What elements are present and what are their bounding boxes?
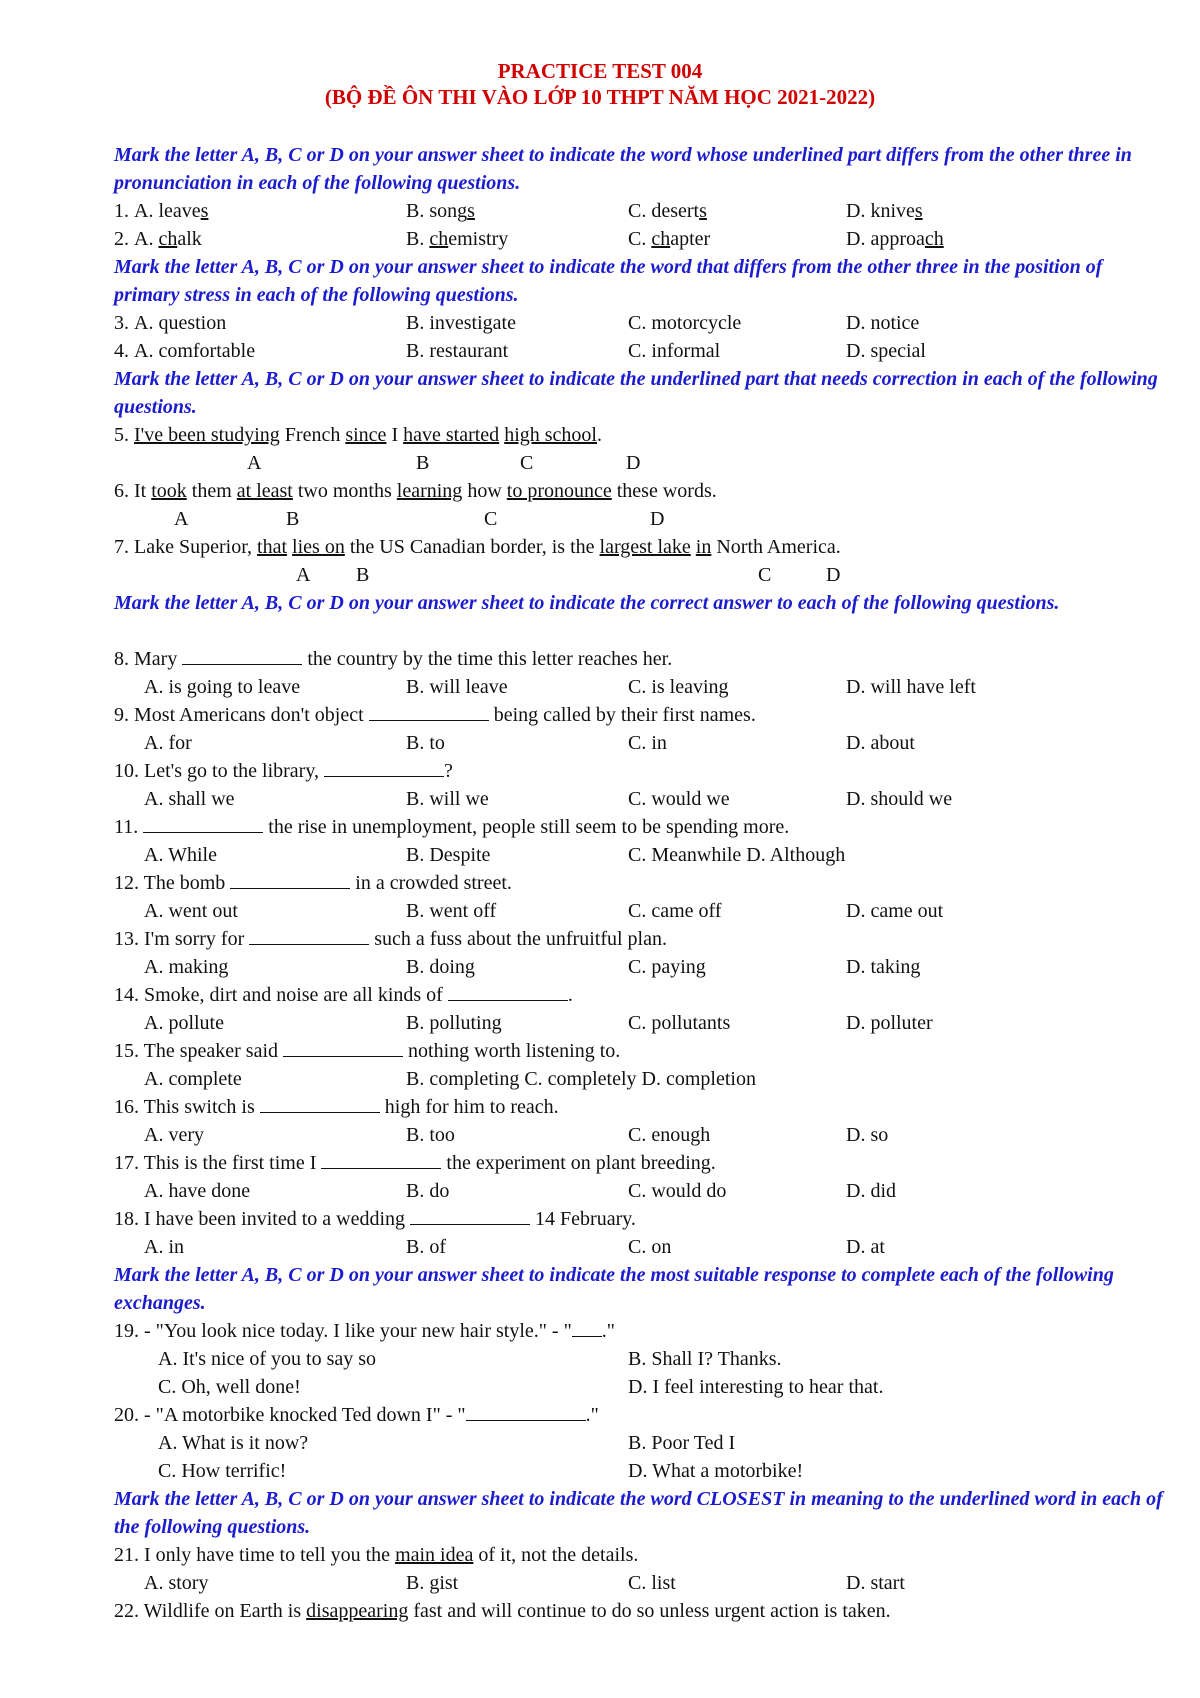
question-9-stem: 9. Most Americans don't object being called by their first names. (114, 704, 756, 726)
question-22-stem: 22. Wildlife on Earth is disappearing fast and will continue to do so unless urgent action is taken. (114, 1600, 891, 1622)
option-a: A. chalk (134, 228, 202, 250)
question-12-stem: 12. The bomb in a crowded street. (114, 872, 512, 894)
question-13-stem: 13. I'm sorry for such a fuss about the unfruitful plan. (114, 928, 667, 950)
section-instruction-grammar: Mark the letter A, B, C or D on your answer sheet to indicate the correct answer to each of the following questions. (114, 592, 1060, 614)
question-11-stem: 11. the rise in unemployment, people still seem to be spending more. (114, 816, 790, 838)
question-18-stem: 18. I have been invited to a wedding 14 February. (114, 1208, 636, 1230)
option-d: D. special (846, 340, 926, 362)
section-instruction-pronunciation: Mark the letter A, B, C or D on your answer sheet to indicate the word whose underlined part differs from the other three in pronunciation in each of the following questions. (114, 144, 1132, 194)
answer-letters-7: A B C D (296, 564, 841, 586)
question-19-stem: 19. - "You look nice today. I like your new hair style." - " ." (114, 1320, 615, 1342)
option-d: D. knives (846, 200, 923, 222)
option-a: A. leaves (134, 200, 209, 222)
option-a: A. comfortable (134, 340, 256, 362)
option-c: C. informal (628, 340, 721, 362)
option-c: C. motorcycle (628, 312, 742, 334)
question-7: 7. Lake Superior, that lies on the US Canadian border, is the largest lake in North America. (114, 536, 841, 558)
document-page: PRACTICE TEST 004 (BỘ ĐỀ ÔN THI VÀO LỚP 10 THPT NĂM HỌC 2021-2022) Mark the letter A, B, C or D on your answer sheet to indicate the word whose underlined part differs from the other three in pronunciation in each of the following questions. 1. A. leaves B. songs C. deserts D. knives 2. A. chalk B. chemistry C. chapter D. approach Mark the letter A, B, C or D on your answer sheet to indicate the word that differs from the other three in the position of primary stress in each of the following questions. 3. A. question B. investigate C. motorcycle D. notice 4. A. comfortable B. restaurant C. informal D. special Mark the letter A, B, C or D on your answer sheet to indicate the underlined part that needs correction in each of the following questions. 5. I've been studying French since I have started high school. A B C D 6. It took them at least two months learning how to pronounce these words. A B C D 7. Lake Superior, that lies on the US Canadian border, is the largest lake in North America. A B C D Mark the letter A, B, C or D on your answer sheet to indicate the correct answer to each of the following questions. 8. Mary the country by the time this letter reaches her. A. is going to leave B. will leave C. is leaving D. will have left 9. Most Americans don't object being called by their first names. A. for B. to C. in D. about 10. Let's go to the library, ? A. shall we B. will we C. would we D. should we 11. the rise in unemployment, people still seem to be spending more. A. While B. Despite C. Meanwhile D. Although 12. The bomb in a crowded street. A. went out B. went off C. came off D. came out 13. I'm sorry for such a fuss about the unfruitful plan. A. making B. doing C. paying D. taking 14. Smoke, dirt and noise are all kinds of . A. pollute B. polluting C. pollutants D. polluter 15. The speaker said nothing worth listening to. A. complete B. completing C. completely D. completion 16. This switch is high for him to reach. A. very B. too C. enough D. so 17. This is the first time I the experiment on plant breeding. A. have done B. do C. would do D. did 18. I have been invited to a wedding 14 February. A. in B. of C. on D. at Mark the letter A, B, C or D on your answer sheet to indicate the most suitable response to complete each of the following exchanges. 19. - "You look nice today. I like your new hair style." - " ." A. It's nice of you to say so B. Shall I? Thanks. C. Oh, well done! D. I feel interesting to hear that. 20. - "A motorbike knocked Ted down I" - " ." A. What is it now? B. Poor Ted I C. How terrific! D. What a motorbike! Mark the letter A, B, C or D on your answer sheet to indicate the word CLOSEST in meaning to the underlined word in each of the following questions. 21. I only have time to tell you the main idea of it, not the details. A. story B. gist C. list D. start 22. Wildlife on Earth is disappearing fast and will continue to do so unless urgent action is taken. (0, 0, 1200, 1698)
question-16-stem: 16. This switch is high for him to reach. (114, 1096, 559, 1118)
option-c: C. deserts (628, 200, 707, 222)
question-10-stem: 10. Let's go to the library, ? (114, 760, 453, 782)
question-8-stem: 8. Mary the country by the time this letter reaches her. (114, 648, 673, 670)
option-b: B. investigate (406, 312, 516, 334)
option-b: B. restaurant (406, 340, 509, 362)
test-title: PRACTICE TEST 004 (497, 59, 703, 83)
question-15-stem: 15. The speaker said nothing worth listening to. (114, 1040, 621, 1062)
question-21-stem: 21. I only have time to tell you the main idea of it, not the details. (114, 1544, 639, 1566)
option-a: A. question (134, 312, 227, 334)
option-b: B. songs (406, 200, 475, 222)
question-17-stem: 17. This is the first time I the experiment on plant breeding. (114, 1152, 716, 1174)
question-number: 2. (114, 228, 129, 250)
question-5: 5. I've been studying French since I have started high school. (114, 424, 602, 446)
question-14-stem: 14. Smoke, dirt and noise are all kinds of . (114, 984, 573, 1006)
question-number: 3. (114, 312, 129, 334)
option-c: C. chapter (628, 228, 711, 250)
section-instruction-error: Mark the letter A, B, C or D on your answer sheet to indicate the underlined part that needs correction in each of the following questions. (114, 368, 1158, 418)
answer-letters-6: A B C D (174, 508, 665, 530)
section-instruction-stress: Mark the letter A, B, C or D on your answer sheet to indicate the word that differs from the other three in the position of primary stress in each of the following questions. (114, 256, 1103, 306)
question-number: 4. (114, 340, 129, 362)
option-b: B. chemistry (406, 228, 509, 250)
test-subtitle: (BỘ ĐỀ ÔN THI VÀO LỚP 10 THPT NĂM HỌC 2021-2022) (324, 85, 876, 109)
question-number: 1. (114, 200, 129, 222)
section-instruction-closest: Mark the letter A, B, C or D on your answer sheet to indicate the word CLOSEST in meaning to the underlined word in each of the following questions. (114, 1488, 1163, 1538)
question-6: 6. It took them at least two months learning how to pronounce these words. (114, 480, 717, 502)
option-d: D. notice (846, 312, 920, 334)
section-instruction-exchanges: Mark the letter A, B, C or D on your answer sheet to indicate the most suitable response to complete each of the following exchanges. (114, 1264, 1114, 1314)
question-20-stem: 20. - "A motorbike knocked Ted down I" - " ." (114, 1404, 599, 1426)
option-d: D. approach (846, 228, 944, 250)
answer-letters-5: A B C D (247, 452, 641, 474)
